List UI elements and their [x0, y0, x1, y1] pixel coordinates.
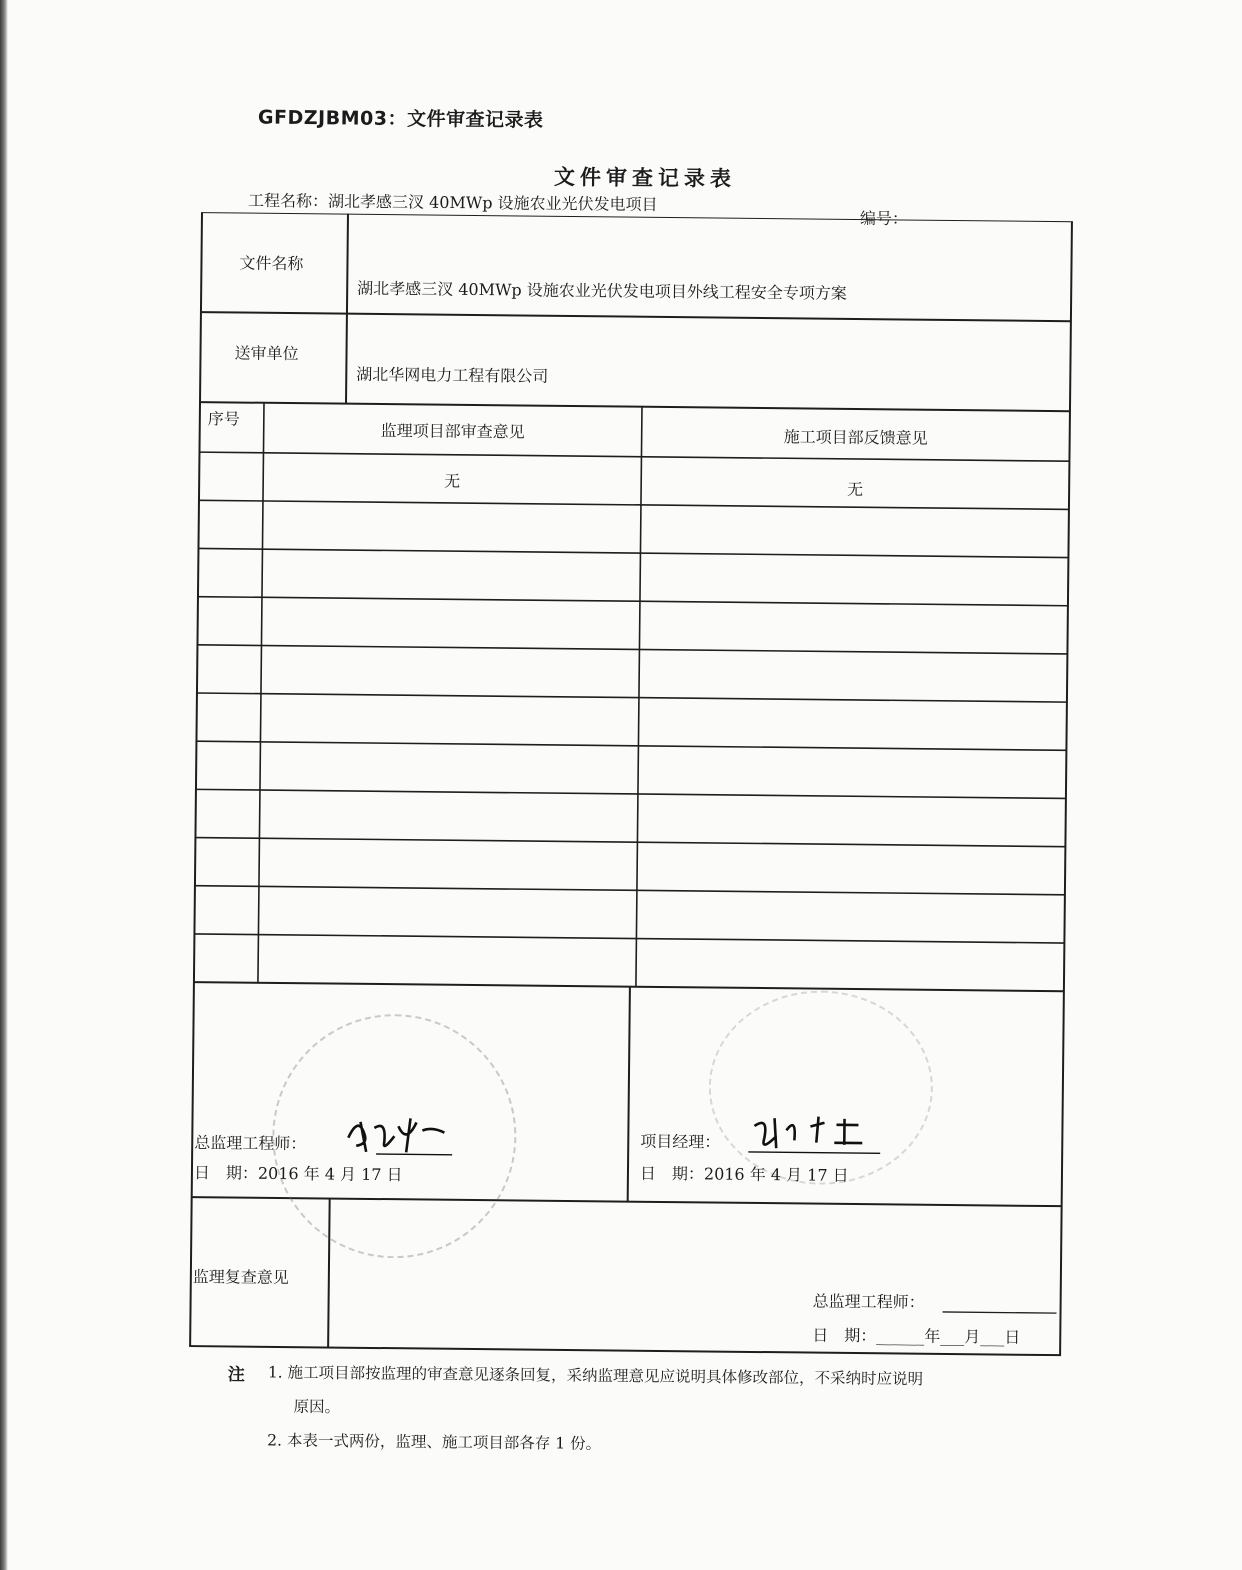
submit-unit-value: 湖北华网电力工程有限公司 [356, 364, 549, 386]
review-form [178, 212, 1076, 1357]
chief-engineer-label: 总监理工程师： [194, 1133, 307, 1154]
note-2: 2. 本表一式两份，监理、施工项目部各存 1 份。 [267, 1431, 602, 1453]
review-engineer-label: 总监理工程师： [812, 1291, 925, 1312]
project-manager-label: 项目经理： [640, 1131, 721, 1152]
form-code: GFDZJBM03：文件审查记录表 [257, 106, 544, 132]
project-manager-signature [748, 1106, 889, 1157]
chief-engineer-signature [340, 1108, 461, 1159]
note-1-line-1: 1. 施工项目部按监理的审查意见逐条回复，采纳监理意见应说明具体修改部位，不采纳时应说明 [267, 1363, 924, 1389]
project-name: 工程名称：湖北孝感三汊 40MWp 设施农业光伏发电项目 [247, 190, 658, 215]
file-name-label: 文件名称 [239, 253, 304, 274]
chief-date: 日 期：2016 年 4 月 17 日 [193, 1163, 403, 1185]
document-number: 编号： [859, 208, 909, 229]
document-title: 文件审查记录表 [553, 165, 737, 191]
column-header-construction: 施工项目部反馈意见 [783, 427, 928, 448]
note-1-line-2: 原因。 [293, 1397, 341, 1417]
scan-edge [0, 0, 8, 1570]
column-header-supervision: 监理项目部审查意见 [380, 421, 525, 442]
table-row-supervision: 无 [444, 471, 461, 491]
column-header-seq: 序号 [207, 409, 240, 429]
table-row-construction: 无 [847, 479, 864, 500]
review-label: 监理复查意见 [192, 1267, 289, 1288]
review-date: 日 期：______年___月___日 [812, 1325, 1021, 1347]
manager-date: 日 期：2016 年 4 月 17 日 [639, 1163, 849, 1185]
file-name-value: 湖北孝感三汊 40MWp 设施农业光伏发电项目外线工程安全专项方案 [357, 278, 847, 303]
notes-mark: 注 [227, 1364, 245, 1386]
submit-unit-label: 送审单位 [234, 343, 299, 364]
